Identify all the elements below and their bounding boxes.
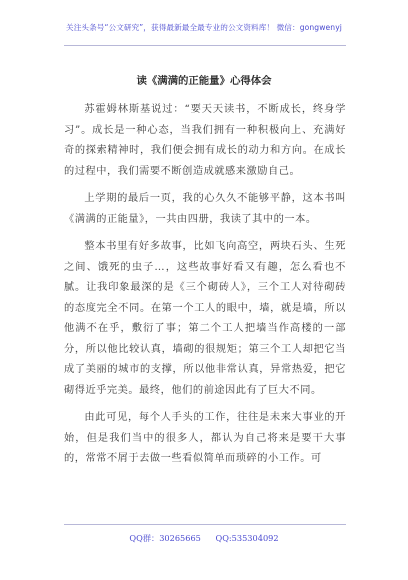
document-body [64,100,346,477]
page-footer [0,533,408,544]
paragraph: 由此可见，每个人手头的工作，往往是未来大事业的开始，但是我们当中的很多人，都认为自己将来是要干大事的，常常不屑于去做一些看似简单而琐碎的小工作。可 [64,412,346,464]
paragraph: 整本书里有好多故事，比如飞向高空，两块石头、生死之间、饿死的虫子…，这些故事好看又有趣，怎么看也不腻。让我印象最深的是《三个砌砖人》，三个工人对待砌砖的态度完全不同。在第一个工人的眼中，墙，就是墙，所以他满不在乎，敷衍了事；第二个工人把墙当作高楼的一部分，所以他比较认真，墙砌的很规矩；第三个工人却把它当成了美丽的城市的支撑，所以他非常认真，异常热爱，把它砌得近乎完美。最终，他们的前途因此有了巨大不同。 [64,241,346,396]
page-header: 关注头条号“公文研究”，获得最新最全最专业的公文资料库！ 微信：gongwenyj [66,23,342,32]
document-title: 读《满满的正能量》心得体会 [136,75,272,87]
paragraph: 苏霍姆林斯基说过：“要天天读书，不断成长，终身学习”。成长是一种心态，当我们拥有一种积极向上、充满好奇的探索精神时，我们便会拥有成长的动力和方向。在成长的过程中，我们需要不断创造成就感来激励自己。 [64,104,346,177]
header-divider [64,45,346,46]
paragraph: 上学期的最后一页，我的心久久不能够平静，这本书叫《满满的正能量》，一共由四册，我读了其中的一本。 [64,193,346,225]
footer-divider [64,524,346,525]
footer-qq-group: QQ群：30265665 [129,533,201,543]
footer-qq: QQ:535304092 [215,533,279,543]
